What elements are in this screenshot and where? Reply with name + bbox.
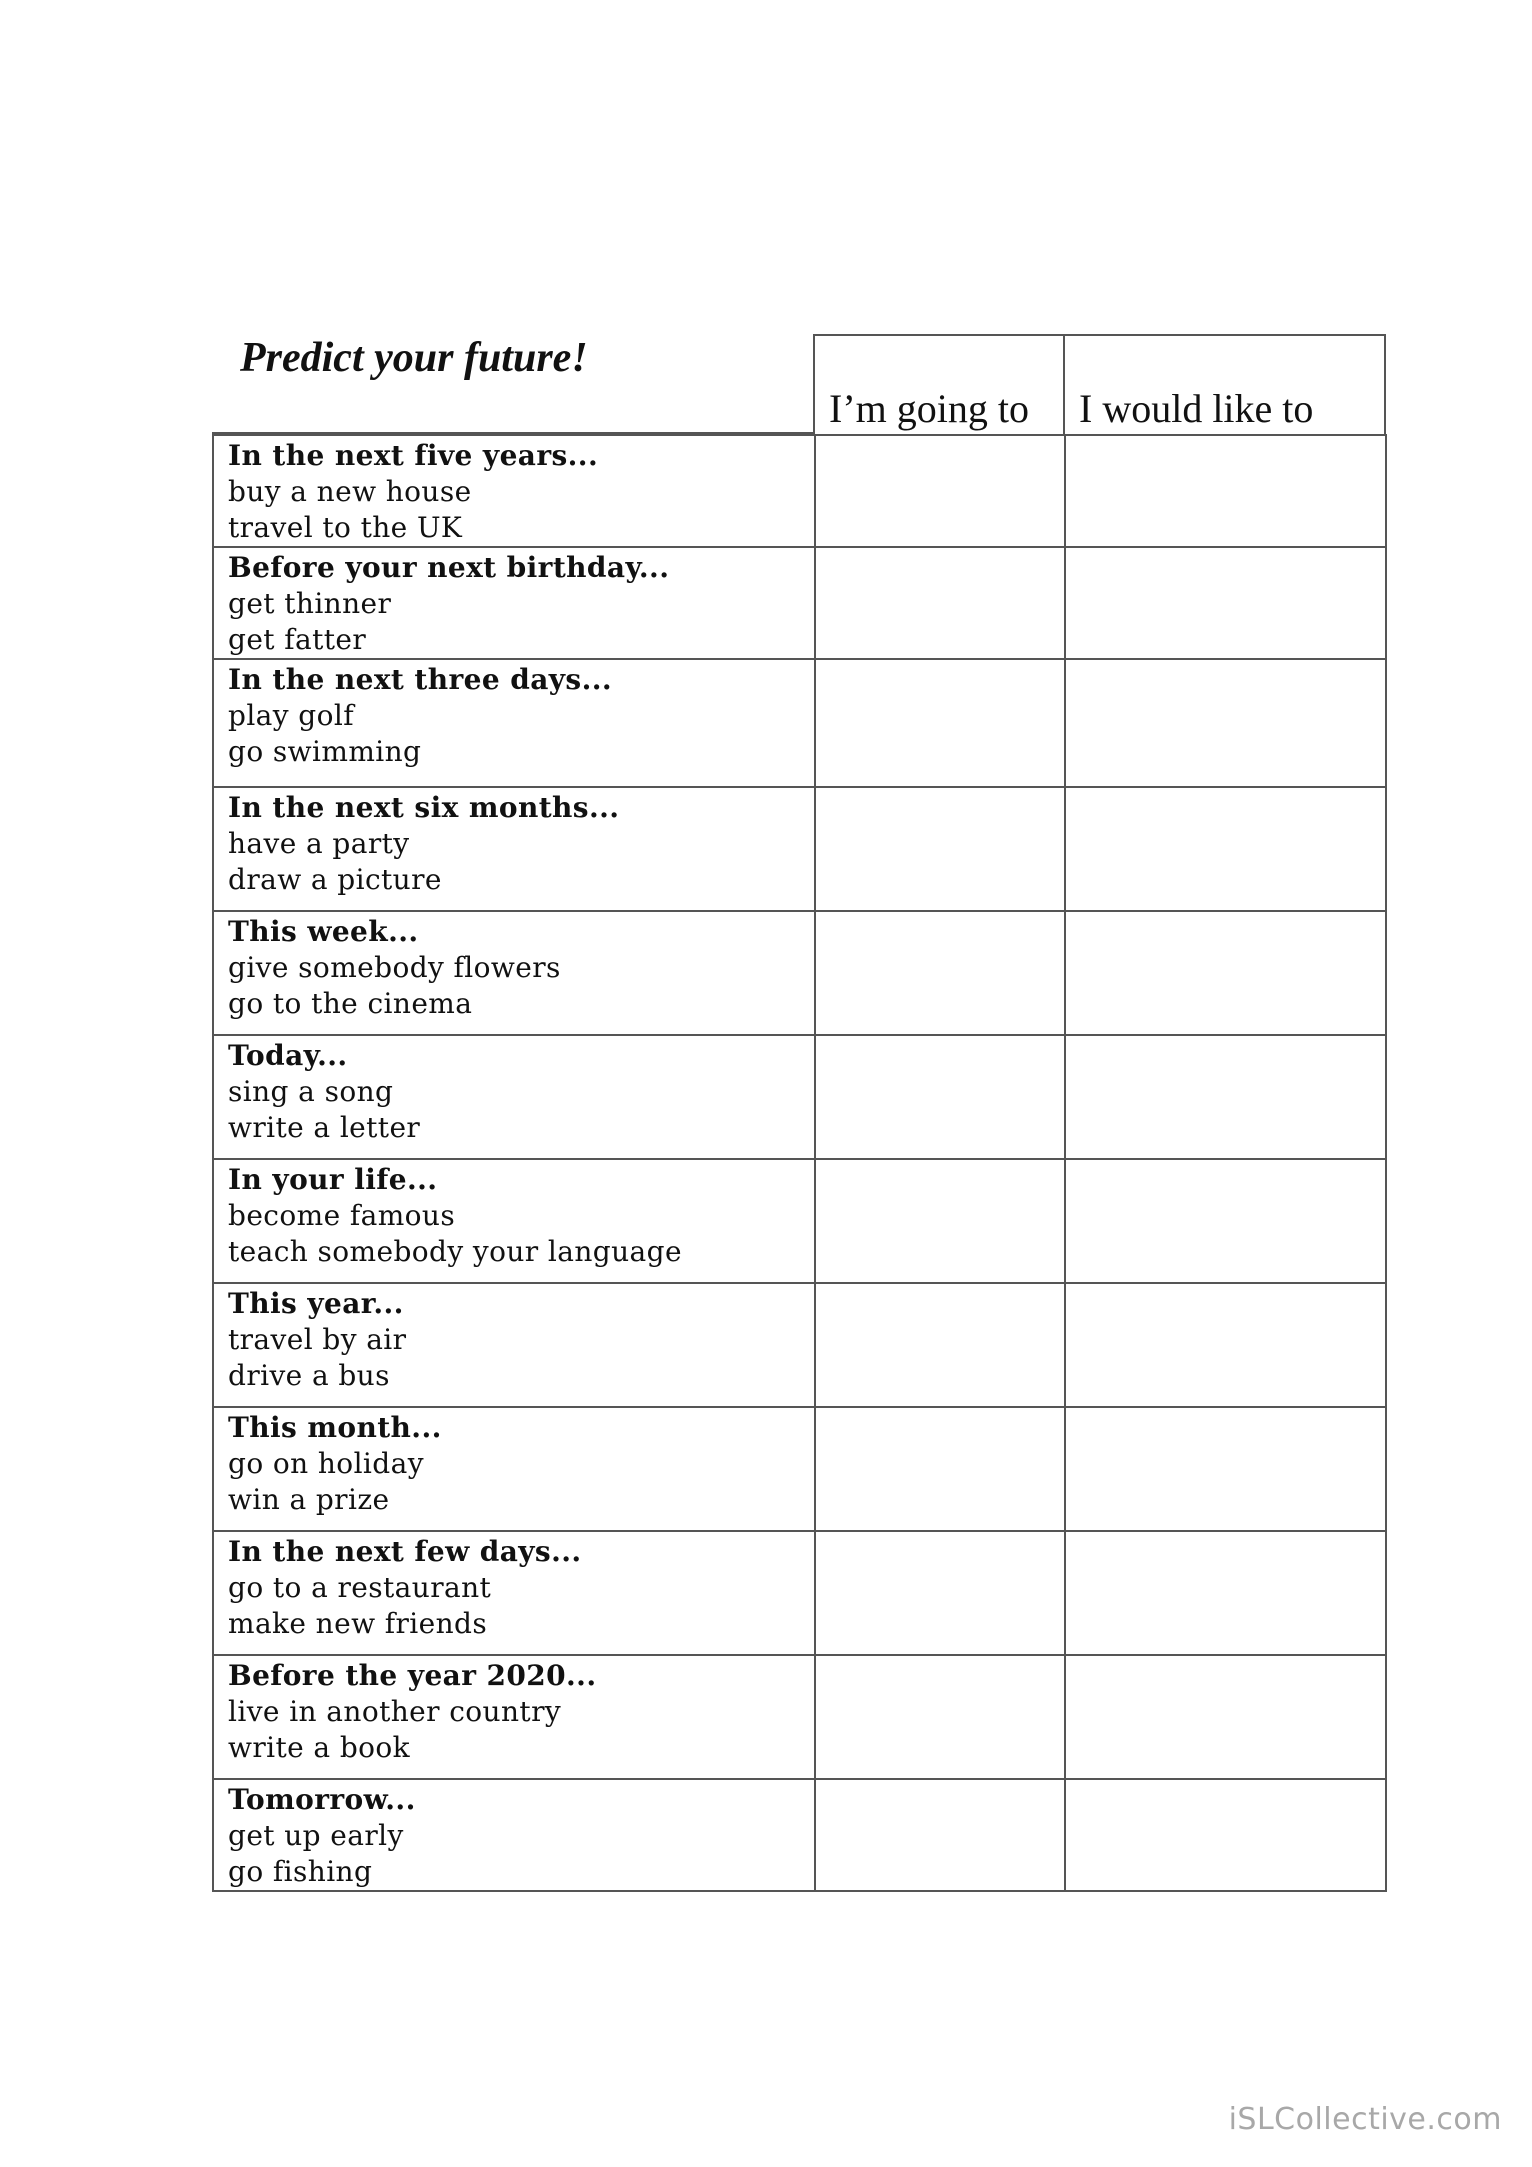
prompt-cell (213, 1159, 815, 1283)
activity-option: go fishing (228, 1855, 373, 1888)
would-like-to-answer-cell[interactable] (1065, 1283, 1386, 1407)
activity-option: go swimming (228, 735, 422, 768)
table-row (213, 1531, 1386, 1655)
activity-option: draw a picture (228, 863, 442, 896)
table-row (213, 1035, 1386, 1159)
activity-option: play golf (228, 699, 354, 732)
worksheet (212, 334, 1384, 1892)
table-row (213, 435, 1386, 547)
time-frame-heading: In your life... (228, 1163, 438, 1196)
going-to-answer-cell[interactable] (815, 911, 1065, 1035)
time-frame-heading: Before the year 2020... (228, 1659, 597, 1692)
going-to-answer-cell[interactable] (815, 1035, 1065, 1159)
prompt-cell (213, 659, 815, 787)
time-frame-heading: This week... (228, 915, 419, 948)
column-header-would-like-to (1063, 334, 1386, 436)
prompt-cell (213, 1035, 815, 1159)
time-frame-heading: This year... (228, 1287, 404, 1320)
activity-option: go to the cinema (228, 987, 473, 1020)
would-like-to-answer-cell[interactable] (1065, 1159, 1386, 1283)
would-like-to-answer-cell[interactable] (1065, 1655, 1386, 1779)
prompt-cell (213, 787, 815, 911)
column-header-going-to (813, 334, 1063, 436)
activity-option: give somebody flowers (228, 951, 561, 984)
column-header-would-like-to-label: I would like to (1079, 386, 1314, 431)
prompt-cell (213, 1407, 815, 1531)
activity-option: go to a restaurant (228, 1571, 492, 1604)
going-to-answer-cell[interactable] (815, 1283, 1065, 1407)
time-frame-heading: In the next few days... (228, 1535, 582, 1568)
prompt-cell (213, 1283, 815, 1407)
going-to-answer-cell[interactable] (815, 1655, 1065, 1779)
activity-option: live in another country (228, 1695, 562, 1728)
activity-option: get thinner (228, 587, 392, 620)
prediction-table (212, 434, 1387, 1892)
going-to-answer-cell[interactable] (815, 659, 1065, 787)
column-header-going-to-label: I’m going to (829, 386, 1029, 431)
time-frame-heading: In the next three days... (228, 663, 613, 696)
would-like-to-answer-cell[interactable] (1065, 911, 1386, 1035)
table-row (213, 1779, 1386, 1891)
going-to-answer-cell[interactable] (815, 787, 1065, 911)
going-to-answer-cell[interactable] (815, 547, 1065, 659)
prompt-cell (213, 435, 815, 547)
prediction-table-body (213, 435, 1386, 1891)
would-like-to-answer-cell[interactable] (1065, 435, 1386, 547)
would-like-to-answer-cell[interactable] (1065, 1035, 1386, 1159)
prompt-cell (213, 1531, 815, 1655)
activity-option: sing a song (228, 1075, 394, 1108)
table-row (213, 1655, 1386, 1779)
prompt-cell (213, 547, 815, 659)
watermark-logo: iSLCollective.com (1228, 2102, 1502, 2137)
title-divider (212, 432, 814, 434)
table-row (213, 547, 1386, 659)
would-like-to-answer-cell[interactable] (1065, 1779, 1386, 1891)
would-like-to-answer-cell[interactable] (1065, 1531, 1386, 1655)
going-to-answer-cell[interactable] (815, 1779, 1065, 1891)
time-frame-heading: Tomorrow... (228, 1783, 416, 1816)
prompt-cell (213, 911, 815, 1035)
activity-option: have a party (228, 827, 410, 860)
activity-option: become famous (228, 1199, 456, 1232)
going-to-answer-cell[interactable] (815, 435, 1065, 547)
table-row (213, 1407, 1386, 1531)
activity-option: write a book (228, 1731, 411, 1764)
time-frame-heading: Today... (228, 1039, 348, 1072)
going-to-answer-cell[interactable] (815, 1531, 1065, 1655)
time-frame-heading: In the next six months... (228, 791, 620, 824)
going-to-answer-cell[interactable] (815, 1407, 1065, 1531)
activity-option: make new friends (228, 1607, 488, 1640)
table-row (213, 1283, 1386, 1407)
activity-option: get up early (228, 1819, 404, 1852)
activity-option: get fatter (228, 623, 367, 656)
would-like-to-answer-cell[interactable] (1065, 1407, 1386, 1531)
activity-option: travel to the UK (228, 511, 463, 544)
table-row (213, 911, 1386, 1035)
would-like-to-answer-cell[interactable] (1065, 659, 1386, 787)
activity-option: buy a new house (228, 475, 472, 508)
table-row (213, 659, 1386, 787)
prompt-cell (213, 1779, 815, 1891)
worksheet-title: Predict your future! (240, 335, 588, 381)
activity-option: drive a bus (228, 1359, 390, 1392)
time-frame-heading: In the next five years... (228, 439, 599, 472)
header-row (212, 334, 1384, 434)
table-row (213, 787, 1386, 911)
going-to-answer-cell[interactable] (815, 1159, 1065, 1283)
time-frame-heading: This month... (228, 1411, 442, 1444)
would-like-to-answer-cell[interactable] (1065, 547, 1386, 659)
activity-option: travel by air (228, 1323, 407, 1356)
activity-option: go on holiday (228, 1447, 424, 1480)
activity-option: teach somebody your language (228, 1235, 682, 1268)
time-frame-heading: Before your next birthday... (228, 551, 670, 584)
activity-option: win a prize (228, 1483, 390, 1516)
would-like-to-answer-cell[interactable] (1065, 787, 1386, 911)
activity-option: write a letter (228, 1111, 421, 1144)
table-row (213, 1159, 1386, 1283)
prompt-cell (213, 1655, 815, 1779)
